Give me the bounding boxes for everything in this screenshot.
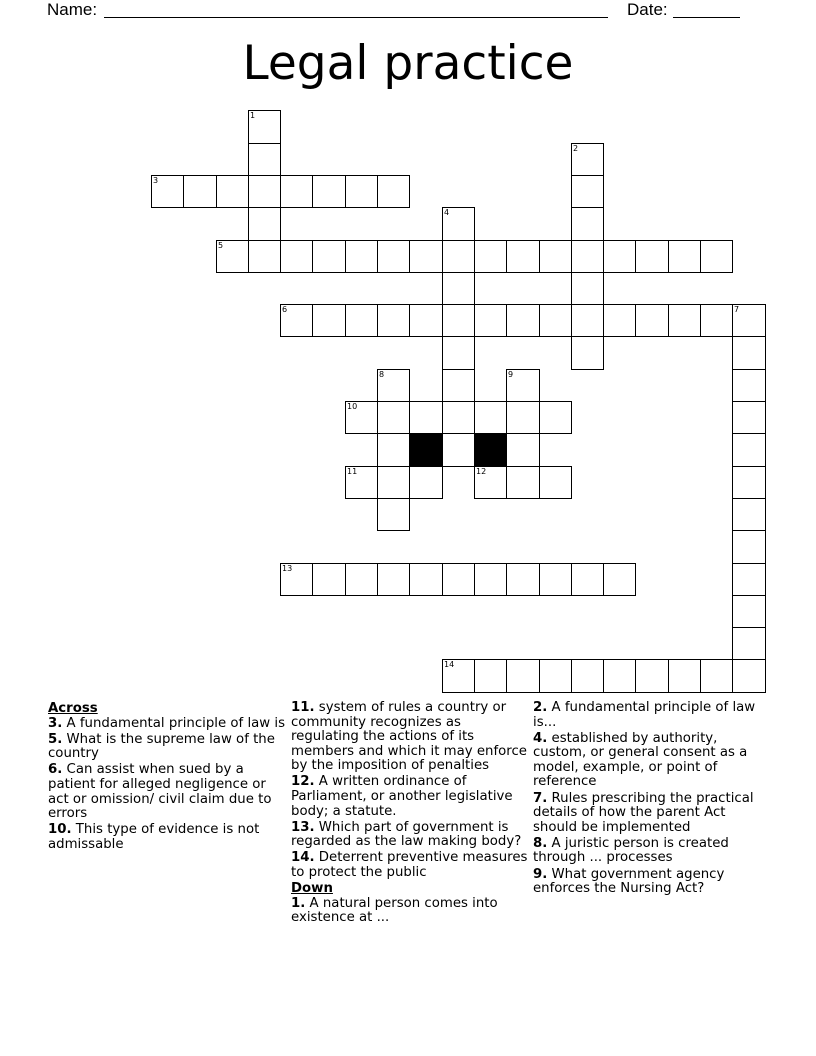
clue-number: 13. — [291, 819, 315, 835]
grid-cell[interactable] — [700, 659, 733, 693]
grid-cell[interactable] — [539, 240, 572, 273]
grid-cell[interactable] — [183, 175, 217, 208]
clue-text: Rules prescribing the practical details of how the parent Act should be implemented — [533, 790, 754, 835]
grid-cell[interactable] — [409, 466, 443, 499]
grid-cell[interactable] — [506, 240, 540, 273]
grid-cell[interactable] — [732, 336, 766, 370]
cell-number: 3 — [153, 176, 159, 185]
grid-cell[interactable] — [280, 304, 313, 337]
grid-cell[interactable] — [442, 401, 475, 434]
grid-cell[interactable] — [312, 304, 346, 337]
grid-cell[interactable] — [571, 175, 604, 208]
page-title: Legal practice — [242, 36, 574, 91]
grid-cell[interactable] — [409, 563, 443, 596]
date-field[interactable] — [673, 17, 740, 18]
grid-cell[interactable] — [506, 304, 540, 337]
grid-cell[interactable] — [312, 240, 346, 273]
grid-cell[interactable] — [506, 369, 540, 402]
clue-number: 12. — [291, 774, 315, 790]
grid-cell[interactable] — [345, 401, 378, 434]
grid-cell[interactable] — [248, 110, 281, 144]
grid-cell[interactable] — [732, 563, 766, 596]
clue-text: A juristic person is created through ... processes — [533, 835, 729, 866]
grid-cell[interactable] — [571, 304, 604, 337]
grid-cell[interactable] — [474, 466, 507, 499]
grid-cell[interactable] — [216, 240, 249, 273]
grid-cell[interactable] — [248, 175, 281, 208]
cell-number: 4 — [444, 208, 450, 217]
cell-number: 2 — [573, 144, 579, 153]
grid-cell[interactable] — [571, 240, 604, 273]
clue-item — [533, 732, 773, 790]
grid-cell[interactable] — [442, 240, 475, 273]
grid-cell[interactable] — [506, 659, 540, 693]
header — [0, 0, 816, 22]
grid-cell[interactable] — [151, 175, 184, 208]
grid-cell[interactable] — [442, 272, 475, 305]
clue-item — [48, 733, 288, 762]
across-heading: Across — [48, 701, 98, 716]
clue-number: 11. — [291, 700, 315, 715]
name-field[interactable] — [104, 17, 608, 18]
clue-item — [533, 837, 773, 866]
clue-number: 8. — [533, 835, 548, 851]
grid-cell[interactable] — [474, 563, 507, 596]
clue-text: system of rules a country or community recognizes as regulating the actions of its members and which it may enforce by the imposition of penalties — [291, 700, 527, 774]
clue-item — [533, 792, 773, 836]
grid-cell[interactable] — [345, 175, 378, 208]
cell-number: 11 — [347, 467, 358, 476]
clue-number: 3. — [48, 715, 63, 731]
clue-number: 10. — [48, 822, 72, 838]
grid-cell[interactable] — [539, 563, 572, 596]
clue-item — [533, 701, 773, 730]
grid-cell[interactable] — [377, 304, 410, 337]
grid-cell[interactable] — [312, 563, 346, 596]
grid-cell[interactable] — [506, 563, 540, 596]
clue-item — [291, 897, 531, 926]
clue-number: 1. — [291, 895, 306, 911]
clue-text: A fundamental principle of law is — [62, 715, 286, 731]
grid-cell[interactable] — [506, 433, 540, 467]
clue-number: 14. — [291, 850, 315, 866]
grid-cell[interactable] — [280, 175, 313, 208]
cell-number: 10 — [347, 402, 358, 411]
grid-cell[interactable] — [635, 240, 669, 273]
grid-cell[interactable] — [248, 240, 281, 273]
grid-cell[interactable] — [732, 627, 766, 660]
grid-cell[interactable] — [668, 304, 701, 337]
grid-cell[interactable] — [474, 240, 507, 273]
grid-cell[interactable] — [442, 207, 475, 241]
grid-cell[interactable] — [377, 563, 410, 596]
grid-cell[interactable] — [603, 659, 636, 693]
grid-cell[interactable] — [280, 563, 313, 596]
grid-cell[interactable] — [216, 175, 249, 208]
grid-cell[interactable] — [442, 659, 475, 693]
clue-item — [48, 823, 288, 852]
cell-number: 14 — [444, 660, 455, 669]
grid-cell[interactable] — [345, 304, 378, 337]
grid-cell[interactable] — [280, 240, 313, 273]
clue-number: 2. — [533, 700, 548, 715]
cell-number: 6 — [282, 305, 288, 314]
down-clue-list-continued — [533, 701, 773, 897]
grid-cell[interactable] — [603, 304, 636, 337]
grid-cell[interactable] — [377, 466, 410, 499]
grid-cell[interactable] — [409, 240, 443, 273]
grid-cell[interactable] — [377, 175, 410, 208]
grid-cell[interactable] — [506, 401, 540, 434]
grid-cell[interactable] — [700, 304, 733, 337]
clue-text: Deterrent preventive measures to protect the public — [291, 850, 528, 881]
grid-cell[interactable] — [506, 466, 540, 499]
date-label: Date: — [627, 0, 668, 19]
clue-item — [291, 851, 531, 880]
grid-cell[interactable] — [442, 336, 475, 370]
cell-number: 5 — [218, 241, 224, 250]
grid-cell[interactable] — [377, 401, 410, 434]
clue-item — [48, 717, 288, 732]
grid-cell[interactable] — [732, 466, 766, 499]
grid-cell[interactable] — [635, 659, 669, 693]
grid-cell[interactable] — [474, 401, 507, 434]
clue-item — [48, 763, 288, 821]
grid-cell[interactable] — [732, 659, 766, 693]
clue-text: Can assist when sued by a patient for alleged negligence or act or omission/ civil claim due to errors — [48, 762, 272, 822]
clue-text: This type of evidence is not admissable — [48, 822, 260, 852]
cell-number: 12 — [476, 467, 487, 476]
grid-cell[interactable] — [539, 401, 572, 434]
clue-number: 9. — [533, 866, 548, 882]
clues-column-2 — [291, 701, 531, 927]
across-clue-list — [48, 717, 288, 853]
grid-cell[interactable] — [474, 304, 507, 337]
grid-cell[interactable] — [571, 143, 604, 176]
grid-cell[interactable] — [732, 595, 766, 628]
grid-cell[interactable] — [571, 659, 604, 693]
grid-cell[interactable] — [732, 498, 766, 531]
grid-cell[interactable] — [571, 272, 604, 305]
across-clue-list-continued — [291, 701, 531, 881]
clue-text: Which part of government is regarded as the law making body? — [291, 819, 522, 850]
clue-text: established by authority, custom, or general consent as a model, example, or point of reference — [533, 730, 748, 790]
grid-cell[interactable] — [377, 369, 410, 402]
grid-cell[interactable] — [603, 563, 636, 596]
cell-number: 8 — [379, 370, 385, 379]
grid-cell[interactable] — [539, 304, 572, 337]
clue-number: 7. — [533, 790, 548, 806]
grid-cell[interactable] — [442, 369, 475, 402]
clue-text: A fundamental principle of law is... — [533, 700, 756, 730]
grid-cell[interactable] — [377, 433, 410, 467]
clue-text: What government agency enforces the Nursing Act? — [533, 866, 725, 897]
grid-block — [409, 433, 443, 467]
grid-cell[interactable] — [377, 498, 410, 531]
grid-cell[interactable] — [409, 401, 443, 434]
down-heading: Down — [291, 881, 333, 897]
grid-cell[interactable] — [377, 240, 410, 273]
cell-number: 13 — [282, 564, 293, 573]
grid-cell[interactable] — [732, 433, 766, 467]
grid-cell[interactable] — [539, 466, 572, 499]
cell-number: 1 — [250, 111, 256, 120]
grid-cell[interactable] — [248, 207, 281, 241]
clue-number: 6. — [48, 762, 63, 778]
grid-cell[interactable] — [539, 659, 572, 693]
clues-column-3 — [533, 701, 773, 898]
grid-cell[interactable] — [700, 240, 733, 273]
grid-cell[interactable] — [474, 659, 507, 693]
grid-cell[interactable] — [345, 466, 378, 499]
grid-cell[interactable] — [732, 304, 766, 337]
grid-cell[interactable] — [409, 304, 443, 337]
grid-cell[interactable] — [668, 240, 701, 273]
clue-text: A natural person comes into existence at ... — [291, 895, 498, 926]
grid-cell[interactable] — [668, 659, 701, 693]
clue-item — [291, 701, 531, 774]
clue-item — [291, 821, 531, 850]
name-label: Name: — [47, 0, 98, 19]
grid-cell[interactable] — [442, 563, 475, 596]
grid-cell[interactable] — [571, 336, 604, 370]
cell-number: 7 — [734, 305, 740, 314]
clues-column-1 — [48, 701, 288, 854]
grid-cell[interactable] — [732, 369, 766, 402]
grid-cell[interactable] — [442, 433, 475, 467]
clue-text: A written ordinance of Parliament, or another legislative body; a statute. — [291, 774, 513, 819]
grid-cell[interactable] — [248, 143, 281, 176]
grid-cell[interactable] — [732, 530, 766, 564]
grid-cell[interactable] — [345, 563, 378, 596]
down-clue-list — [291, 897, 531, 926]
cell-number: 9 — [508, 370, 514, 379]
grid-cell[interactable] — [732, 401, 766, 434]
clue-item — [291, 775, 531, 819]
grid-block — [474, 433, 507, 467]
grid-cell[interactable] — [571, 207, 604, 241]
grid-cell[interactable] — [603, 240, 636, 273]
clue-number: 5. — [48, 731, 63, 747]
clue-text: What is the supreme law of the country — [48, 731, 275, 762]
grid-cell[interactable] — [635, 304, 669, 337]
grid-cell[interactable] — [442, 304, 475, 337]
grid-cell[interactable] — [312, 175, 346, 208]
clue-number: 4. — [533, 730, 548, 746]
grid-cell[interactable] — [571, 563, 604, 596]
grid-cell[interactable] — [345, 240, 378, 273]
clue-item — [533, 868, 773, 897]
